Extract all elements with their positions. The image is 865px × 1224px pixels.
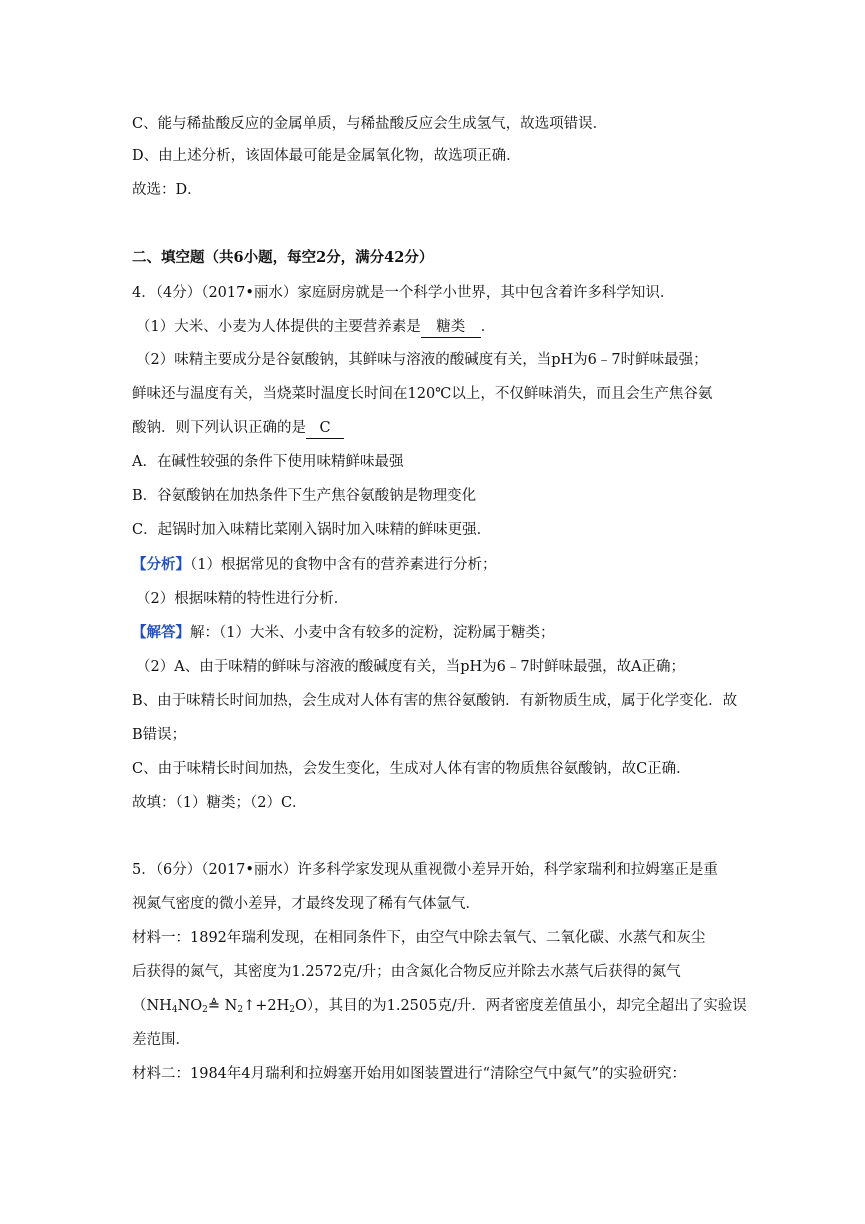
q4-option-a: A．在碱性较强的条件下使用味精鲜味最强: [132, 454, 404, 470]
q4-part2-blank: C: [306, 418, 344, 439]
eq-sub-3: 2: [237, 1005, 244, 1015]
q5-material1-line1: 材料一：1892年瑞利发现，在相同条件下，由空气中除去氧气、二氧化碳、水蒸气和灰尘: [132, 930, 706, 946]
q4-part2-line1: （2）味精主要成分是谷氨酸钠，其鲜味与溶液的酸碱度有关，当pH为6﹣7时鲜味最强；: [136, 352, 708, 368]
eq-part-b: NO: [177, 998, 203, 1014]
q4-fill-answer: 故填：（1）糖类；（2）C．: [132, 795, 307, 811]
q4-solution: [132, 623, 554, 643]
q4-part1-prefix: （1）大米、小麦为人体提供的主要营养素是: [136, 319, 421, 335]
q4-solution-2: （2）A、由于味精的鲜味与溶液的酸碱度有关，当pH为6﹣7时鲜味最强，故A正确；: [136, 659, 686, 675]
q4-part2-prefix: 酸钠．则下列认识正确的是: [132, 420, 306, 436]
q4-part2-line2: 鲜味还与温度有关，当烧菜时温度长时间在120℃以上，不仅鲜味消失，而且会生产焦谷氨: [132, 386, 713, 402]
eq-part-c: ≜ N: [207, 998, 238, 1014]
solution-tag: 【解答】: [132, 624, 190, 641]
solution-text-1: 解：（1）大米、小麦中含有较多的淀粉，淀粉属于糖类；: [190, 625, 555, 641]
q5-stem-2: 视氮气密度的微小差异，才最终发现了稀有气体氩气．: [132, 896, 480, 912]
eq-part-a: （NH: [132, 998, 172, 1014]
analysis-tag: 【分析】: [132, 556, 190, 573]
q4-part1: [136, 317, 495, 338]
q5-material2-line1: 材料二：1984年4月瑞利和拉姆塞开始用如图装置进行“清除空气中氮气”的实验研究：: [132, 1066, 686, 1082]
eq-sub-4: 2: [289, 1005, 295, 1015]
q4-solution-5: C、由于味精长时间加热，会发生变化，生成对人体有害的物质焦谷氨酸钠，故C正确．: [132, 761, 691, 777]
q4-part1-blank: 糖类: [421, 317, 481, 338]
prev-answer: 故选：D．: [132, 182, 202, 198]
q5-stem-1: 5．（6分）（2017•丽水）许多科学家发现从重视微小差异开始，科学家瑞利和拉姆塞正是重: [132, 862, 718, 878]
prev-option-c: C、能与稀盐酸反应的金属单质，与稀盐酸反应会生成氢气，故选项错误．: [132, 116, 608, 132]
q5-material1-equation-line: [132, 996, 747, 1020]
eq-sub-2: 2: [202, 1005, 208, 1015]
q4-option-b: B．谷氨酸钠在加热条件下生产焦谷氨酸钠是物理变化: [132, 488, 477, 504]
q4-analysis-2: （2）根据味精的特性进行分析．: [136, 591, 349, 607]
q4-solution-4: B错误；: [132, 727, 187, 743]
prev-option-d: D、由上述分析，该固体最可能是金属氧化物，故选项正确．: [132, 148, 521, 164]
eq-part-e: O），其目的为1.2505克/升．两者密度差值虽小，却完全超出了实验误: [294, 998, 747, 1014]
q4-stem: 4．（4分）（2017•丽水）家庭厨房就是一个科学小世界，其中包含着许多科学知识．: [132, 285, 675, 301]
q5-material1-line4: 差范围．: [132, 1032, 190, 1048]
q4-option-c: C．起锅时加入味精比菜刚入锅时加入味精的鲜味更强．: [132, 522, 492, 538]
q4-solution-3: B、由于味精长时间加热，会生成对人体有害的焦谷氨酸钠．有新物质生成，属于化学变化．故: [132, 693, 738, 709]
section-title: 二、填空题（共6小题，每空2分，满分42分）: [132, 249, 434, 266]
q5-material1-line2: 后获得的氮气，其密度为1.2572克/升；由含氮化合物反应并除去水蒸气后获得的氮气: [132, 964, 681, 980]
eq-sub-1: 4: [171, 1005, 178, 1015]
q4-analysis: [132, 555, 496, 575]
eq-part-d: ↑+2H: [243, 998, 290, 1014]
q4-part2-line3: [132, 418, 344, 439]
q4-part1-suffix: ．: [480, 319, 496, 335]
analysis-text-1: （1）根据常见的食物中含有的营养素进行分析；: [190, 557, 497, 573]
